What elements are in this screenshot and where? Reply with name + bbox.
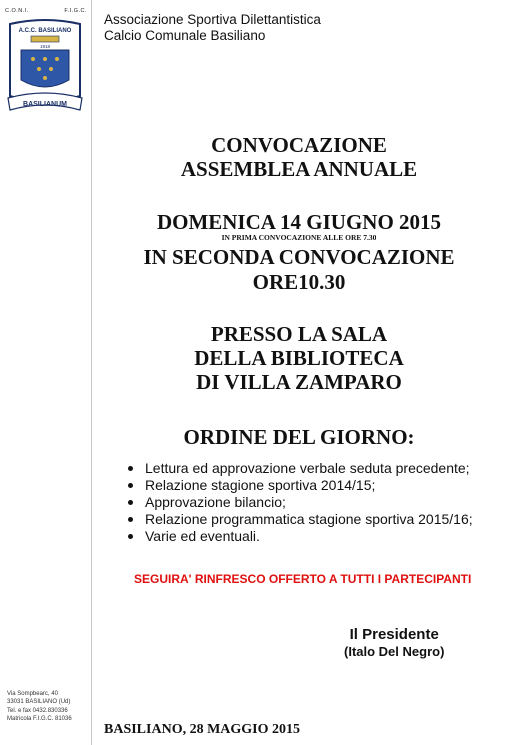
meeting-time: ORE10.30 (252, 270, 346, 294)
venue-line: PRESSO LA SALA (210, 322, 388, 346)
sidebar (0, 0, 92, 745)
venue-line: DI VILLA ZAMPARO (196, 370, 402, 394)
organization-name: Calcio Comunale Basiliano (104, 28, 266, 43)
address-line: Tel. e fax 0432.830336 (7, 707, 68, 714)
svg-text:A.C.C. BASILIANO: A.C.C. BASILIANO (18, 28, 72, 34)
club-address (7, 690, 91, 724)
address-line: Matricola F.I.G.C. 81036 (7, 716, 72, 723)
venue (91, 322, 507, 394)
organization-type: Associazione Sportiva Dilettantistica (104, 12, 321, 27)
figc-label: F.I.G.C. (64, 8, 87, 14)
club-crest-logo (5, 18, 85, 120)
signature-name: (Italo Del Negro) (344, 644, 445, 659)
document-title (91, 133, 507, 181)
place-date: BASILIANO, 28 MAGGIO 2015 (104, 722, 301, 737)
organization-header (104, 12, 321, 44)
signature-block (344, 626, 444, 660)
meeting-date: DOMENICA 14 GIUGNO 2015 (156, 210, 442, 234)
svg-text:BASILIANUM: BASILIANUM (23, 101, 67, 108)
agenda-list (128, 460, 473, 545)
agenda-item: Relazione stagione sportiva 2014/15; (128, 477, 473, 494)
first-call-note: IN PRIMA CONVOCAZIONE ALLE ORE 7.30 (221, 233, 377, 242)
title-line: CONVOCAZIONE (211, 133, 387, 157)
agenda-item: Varie ed eventuali. (128, 528, 473, 545)
svg-text:1918: 1918 (39, 44, 51, 49)
coni-label: C.O.N.I. (5, 8, 29, 14)
federation-labels (5, 8, 87, 14)
venue-line: DELLA BIBLIOTECA (194, 346, 404, 370)
agenda-item: Lettura ed approvazione verbale seduta precedente; (128, 460, 473, 477)
agenda-heading: ORDINE DEL GIORNO: (183, 425, 415, 449)
address-line: Via Sompbearc, 40 (7, 691, 58, 697)
refreshment-notice: SEGUIRA' RINFRESCO OFFERTO A TUTTI I PARTECIPANTI (134, 572, 472, 586)
second-call: IN SECONDA CONVOCAZIONE (143, 245, 455, 269)
signature-title: Il Presidente (349, 626, 439, 643)
title-line: ASSEMBLEA ANNUALE (180, 157, 418, 181)
address-line: 33031 BASILIANO (Ud) (7, 699, 71, 706)
agenda-item: Approvazione bilancio; (128, 494, 473, 511)
agenda-item: Relazione programmatica stagione sportiva 2015/16; (128, 511, 473, 528)
